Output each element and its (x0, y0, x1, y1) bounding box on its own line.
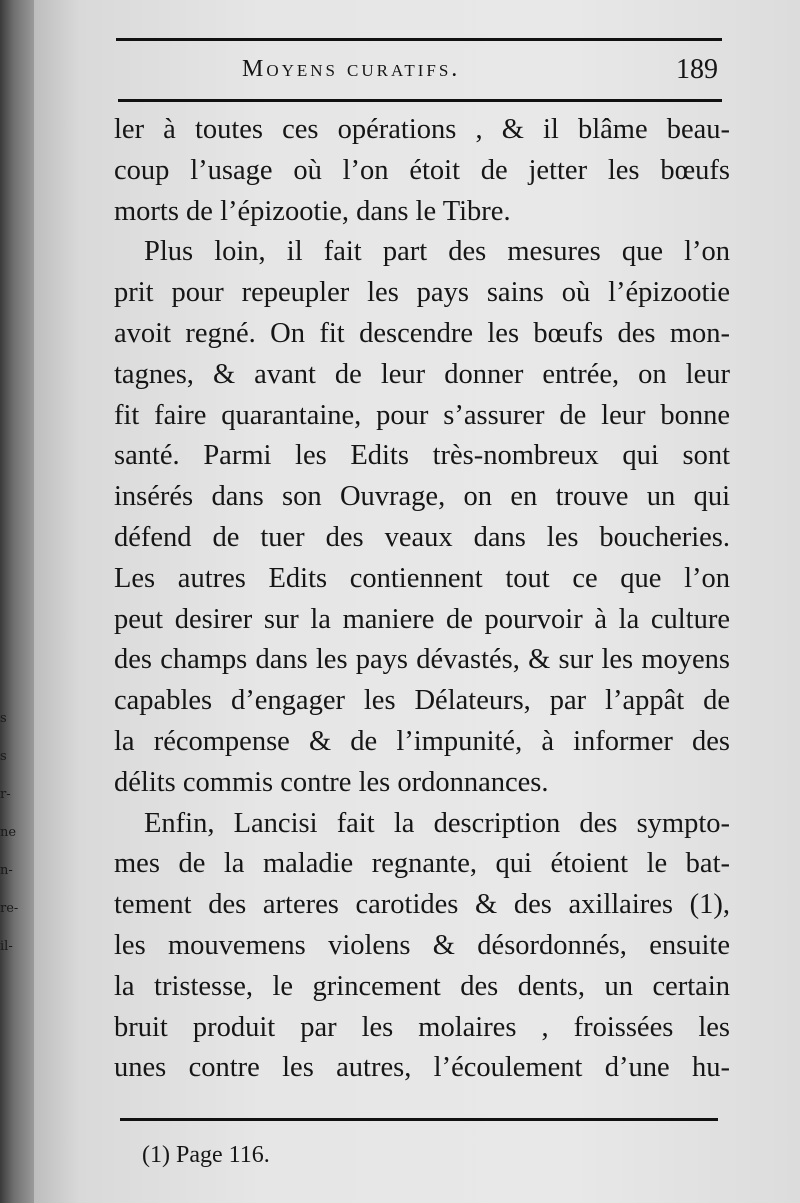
text-line: tement des arteres carotides & des axillaires (1), (114, 889, 730, 921)
text-line: mes de la maladie regnante, qui étoient le bat- (114, 848, 730, 880)
book-page (34, 0, 800, 1203)
text-line: Les autres Edits contiennent tout ce que l’on (114, 562, 730, 594)
margin-mark: s (0, 749, 7, 764)
text-line: les mouvemens violens & désordonnés, ensuite (114, 929, 730, 961)
text-line: avoit regné. On fit descendre les bœufs des mon- (114, 317, 730, 349)
text-line: Plus loin, il fait part des mesures que l’on (144, 236, 730, 268)
margin-mark: il- (0, 939, 13, 954)
footnote-rule (120, 1118, 718, 1121)
text-line: ler à toutes ces opérations , & il blâme beau- (114, 114, 730, 145)
text-line: la tristesse, le grincement des dents, un certain (114, 970, 730, 1002)
header-rule-bottom (118, 99, 722, 102)
text-line: capables d’engager les Délateurs, par l’appât de (114, 685, 730, 717)
text-line: insérés dans son Ouvrage, on en trouve un qui (114, 481, 730, 513)
binding-gutter (0, 0, 34, 1203)
text-line: coup l’usage où l’on étoit de jetter les bœufs (114, 154, 730, 186)
text-line: des champs dans les pays dévastés, & sur les moyens (114, 644, 730, 676)
text-line: la récompense & de l’impunité, à informer des (114, 725, 730, 757)
margin-mark: s (0, 711, 7, 726)
text-line: tagnes, & avant de leur donner entrée, on leur (114, 358, 730, 390)
running-title: Moyens curatifs. (242, 56, 461, 82)
text-line: unes contre les autres, l’écoulement d’une hu- (114, 1052, 730, 1084)
page-number: 189 (676, 54, 718, 85)
margin-marks (0, 700, 32, 966)
text-line: délits commis contre les ordonnances. (114, 766, 549, 798)
text-line: défend de tuer des veaux dans les boucheries. (114, 521, 730, 553)
footnote: (1) Page 116. (142, 1142, 270, 1168)
margin-mark: ne (0, 825, 17, 840)
text-line: fit faire quarantaine, pour s’assurer de leur bonne (114, 399, 730, 431)
margin-mark: r- (0, 787, 11, 802)
header-rule-top (116, 38, 722, 41)
text-line: bruit produit par les molaires , froissées les (114, 1011, 730, 1043)
margin-mark: n- (0, 863, 13, 878)
text-line: santé. Parmi les Edits très-nombreux qui sont (114, 440, 730, 472)
text-line: prit pour repeupler les pays sains où l’épizootie (114, 277, 730, 309)
text-line: Enfin, Lancisi fait la description des sympto- (144, 807, 730, 839)
text-line: morts de l’épizootie, dans le Tibre. (114, 195, 511, 227)
text-line: peut desirer sur la maniere de pourvoir à la culture (114, 603, 730, 635)
body-text (114, 110, 730, 1089)
margin-mark: re- (0, 901, 19, 916)
